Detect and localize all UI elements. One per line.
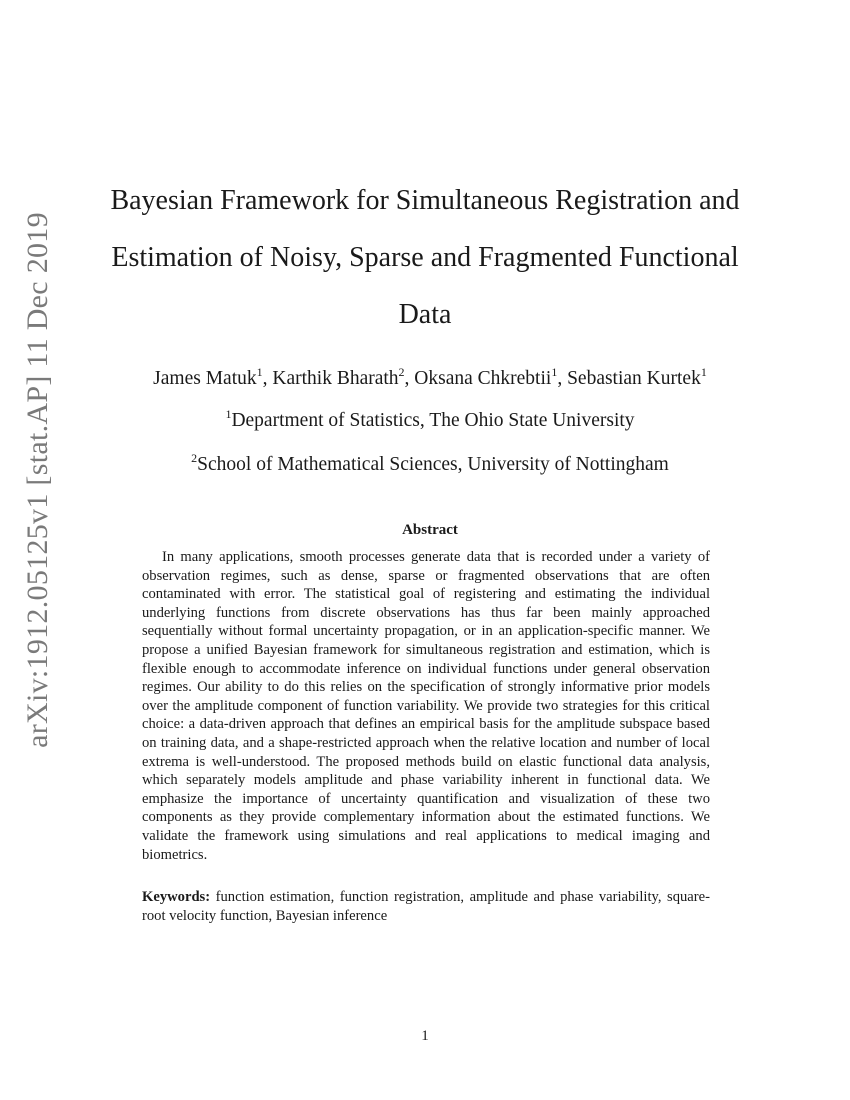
affiliation-text: School of Mathematical Sciences, University of Nottingham — [197, 454, 669, 475]
keywords-section — [142, 888, 710, 925]
author-name: James Matuk — [153, 368, 257, 389]
page-number: 1 — [421, 1028, 429, 1044]
arxiv-identifier-stamp: arXiv:1912.05125v1 [stat.AP] 11 Dec 2019 — [21, 212, 54, 748]
affiliation-mark: 2 — [191, 450, 198, 465]
author-name: Oksana Chkrebtii — [414, 368, 552, 389]
author-name: Karthik Bharath — [272, 368, 399, 389]
affiliation-mark: 2 — [398, 364, 405, 379]
affiliation-2 — [60, 452, 800, 478]
keywords-label: Keywords: — [142, 889, 211, 905]
keywords-text: function estimation, function registration, amplitude and phase variability, square-root velocity function, Bayesian inference — [142, 889, 710, 924]
affiliation-mark: 1 — [700, 364, 707, 379]
affiliation-mark: 1 — [551, 364, 558, 379]
author-name: Sebastian Kurtek — [567, 368, 701, 389]
abstract-heading: Abstract — [402, 522, 458, 538]
author-separator: , — [262, 368, 273, 389]
affiliation-mark: 1 — [256, 364, 263, 379]
affiliation-1 — [60, 408, 800, 434]
affiliation-text: Department of Statistics, The Ohio State University — [231, 410, 635, 431]
author-separator: , — [557, 368, 568, 389]
paper-title: Bayesian Framework for Simultaneous Registration and Estimation of Noisy, Sparse and Fragmented Functional Data — [110, 185, 740, 330]
author-list — [60, 366, 800, 392]
author-separator: , — [404, 368, 415, 389]
affiliation-mark: 1 — [225, 406, 232, 421]
abstract-body: In many applications, smooth processes generate data that is recorded under a variety of observation regimes, such as dense, sparse or fragmented observations that are often contaminated with error. The statistical goal of registering and estimating the individual underlying functions from discrete observations has thus far been mainly approached sequentially without formal uncertainty propagation, or in an application-specific manner. We propose a unified Bayesian framework for simultaneous registration and estimation, which is flexible enough to accommodate inference on individual functions under general observation regimes. Our ability to do this relies on the specification of strongly informative prior models over the amplitude component of function variability. We provide two strategies for this critical choice: a data-driven approach that defines an empirical basis for the amplitude subspace based on training data, and a shape-restricted approach when the relative location and number of local extrema is well-understood. The proposed methods build on elastic functional data analysis, which separately models amplitude and phase variability inherent in functional data. We emphasize the importance of uncertainty quantification and visualization of these two components as they provide complementary information about the estimated functions. We validate the framework using simulations and real applications to medical imaging and biometrics. — [142, 549, 710, 863]
